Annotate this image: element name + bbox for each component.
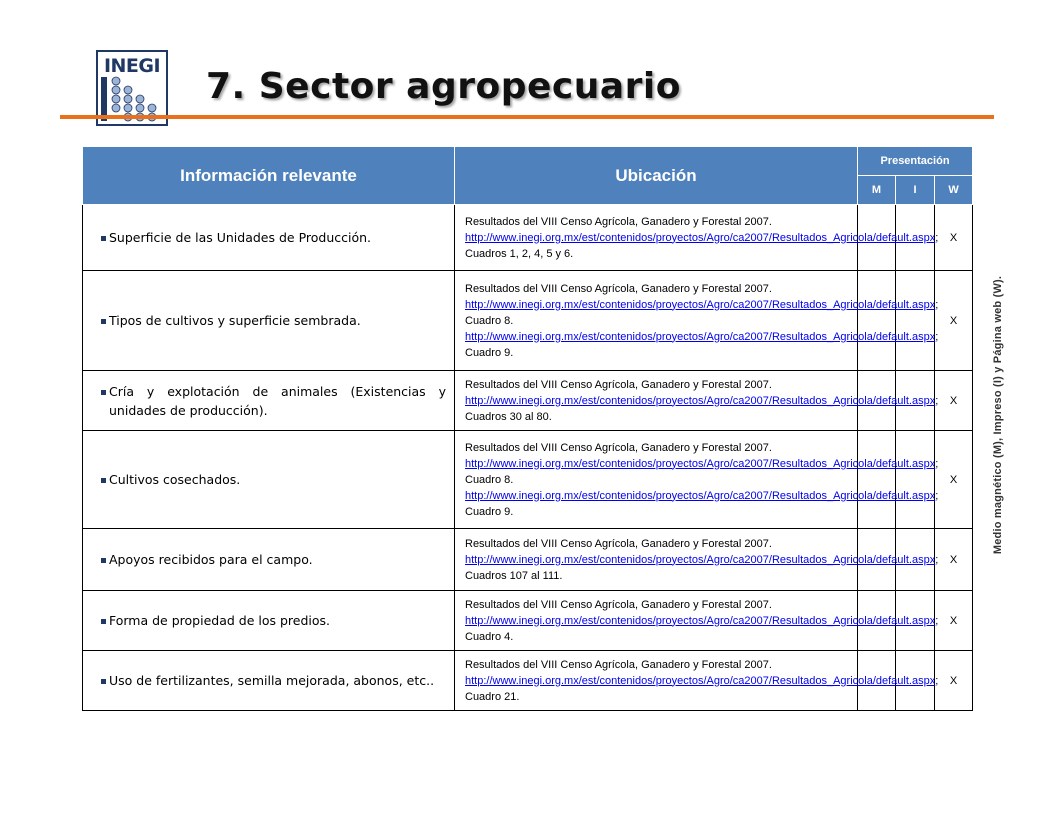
info-cell <box>83 431 455 529</box>
bullet-icon <box>101 319 106 324</box>
info-table <box>82 146 973 711</box>
page-title: 7. Sector agropecuario <box>206 66 681 107</box>
bullet-icon <box>101 236 106 241</box>
location-cell <box>455 529 939 591</box>
results-link[interactable]: http://www.inegi.org.mx/est/contenidos/proyectos/Agro/ca2007/Resultados_Agricola/default.aspx <box>465 674 936 687</box>
info-text: Apoyos recibidos para el campo. <box>109 552 313 567</box>
source-text: Resultados del VIII Censo Agrícola, Ganadero y Forestal 2007. <box>465 598 772 611</box>
mark-w: X <box>935 271 973 371</box>
results-link[interactable]: http://www.inegi.org.mx/est/contenidos/proyectos/Agro/ca2007/Resultados_Agricola/default.aspx <box>465 489 936 502</box>
bullet-icon <box>101 558 106 563</box>
svg-text:INEGI: INEGI <box>103 55 161 77</box>
title-underline <box>60 115 994 119</box>
table-ref: ; Cuadros 107 al 111. <box>465 553 939 582</box>
location-cell <box>455 431 939 529</box>
info-text: Forma de propiedad de los predios. <box>109 613 331 628</box>
table-ref: ; Cuadro 9. <box>465 330 939 359</box>
location-cell <box>455 205 939 271</box>
info-cell <box>83 591 455 651</box>
mark-w: X <box>935 371 973 431</box>
results-link[interactable]: http://www.inegi.org.mx/est/contenidos/proyectos/Agro/ca2007/Resultados_Agricola/default.aspx <box>465 553 936 566</box>
mark-i <box>896 431 935 529</box>
location-cell <box>455 651 939 711</box>
source-text: Resultados del VIII Censo Agrícola, Ganadero y Forestal 2007. <box>465 658 772 671</box>
table-row <box>83 205 973 271</box>
info-text: Uso de fertilizantes, semilla mejorada, abonos, etc.. <box>109 673 435 688</box>
results-link[interactable]: http://www.inegi.org.mx/est/contenidos/proyectos/Agro/ca2007/Resultados_Agricola/default.aspx <box>465 298 936 311</box>
mark-w: X <box>935 651 973 711</box>
header-m: M <box>858 176 896 205</box>
table-ref: ; Cuadro 4. <box>465 614 939 643</box>
mark-w: X <box>935 529 973 591</box>
bullet-icon <box>101 478 106 483</box>
table-row <box>83 431 973 529</box>
info-text: Superficie de las Unidades de Producción. <box>109 230 372 245</box>
source-text: Resultados del VIII Censo Agrícola, Ganadero y Forestal 2007. <box>465 537 772 550</box>
side-note <box>986 250 1010 580</box>
table-row <box>83 651 973 711</box>
mark-w: X <box>935 205 973 271</box>
results-link[interactable]: http://www.inegi.org.mx/est/contenidos/proyectos/Agro/ca2007/Resultados_Agricola/default.aspx <box>465 457 936 470</box>
mark-m <box>858 271 896 371</box>
location-cell <box>455 271 939 371</box>
info-cell <box>83 651 455 711</box>
results-link[interactable]: http://www.inegi.org.mx/est/contenidos/proyectos/Agro/ca2007/Resultados_Agricola/default.aspx <box>465 394 936 407</box>
header-i: I <box>896 176 935 205</box>
table-ref: ; Cuadro 8. <box>465 298 939 327</box>
table-ref: ; Cuadro 9. <box>465 489 939 518</box>
source-text: Resultados del VIII Censo Agrícola, Ganadero y Forestal 2007. <box>465 282 772 295</box>
bullet-icon <box>101 390 106 395</box>
bullet-icon <box>101 619 106 624</box>
bullet-icon <box>101 679 106 684</box>
mark-i <box>896 271 935 371</box>
info-text: Cultivos cosechados. <box>109 472 241 487</box>
table-row <box>83 271 973 371</box>
info-text: Cría y explotación de animales (Existencias y unidades de producción). <box>109 383 446 418</box>
header-presentation: Presentación <box>858 147 973 176</box>
results-link[interactable]: http://www.inegi.org.mx/est/contenidos/proyectos/Agro/ca2007/Resultados_Agricola/default.aspx <box>465 231 936 244</box>
source-text: Resultados del VIII Censo Agrícola, Ganadero y Forestal 2007. <box>465 441 772 454</box>
source-text: Resultados del VIII Censo Agrícola, Ganadero y Forestal 2007. <box>465 378 772 391</box>
info-cell <box>83 529 455 591</box>
table-ref: ; Cuadros 1, 2, 4, 5 y 6. <box>465 231 939 260</box>
header-info: Información relevante <box>83 147 455 205</box>
info-text: Tipos de cultivos y superficie sembrada. <box>109 313 361 328</box>
table-ref: ; Cuadro 8. <box>465 457 939 486</box>
info-cell <box>83 271 455 371</box>
results-link[interactable]: http://www.inegi.org.mx/est/contenidos/proyectos/Agro/ca2007/Resultados_Agricola/default.aspx <box>465 614 936 627</box>
mark-m <box>858 431 896 529</box>
table-row <box>83 591 973 651</box>
info-cell <box>83 371 455 431</box>
mark-w: X <box>935 591 973 651</box>
location-cell <box>455 371 939 431</box>
mark-w: X <box>935 431 973 529</box>
header-location: Ubicación <box>455 147 858 205</box>
table-row <box>83 529 973 591</box>
side-note-text: Medio magnético (M), Impreso (I) y Página web (W). <box>992 275 1004 555</box>
table-row <box>83 371 973 431</box>
table-ref: ; Cuadros 30 al 80. <box>465 394 939 423</box>
header-w: W <box>935 176 973 205</box>
source-text: Resultados del VIII Censo Agrícola, Ganadero y Forestal 2007. <box>465 215 772 228</box>
location-cell <box>455 591 939 651</box>
results-link[interactable]: http://www.inegi.org.mx/est/contenidos/proyectos/Agro/ca2007/Resultados_Agricola/default.aspx <box>465 330 936 343</box>
info-cell <box>83 205 455 271</box>
table-ref: ; Cuadro 21. <box>465 674 939 703</box>
